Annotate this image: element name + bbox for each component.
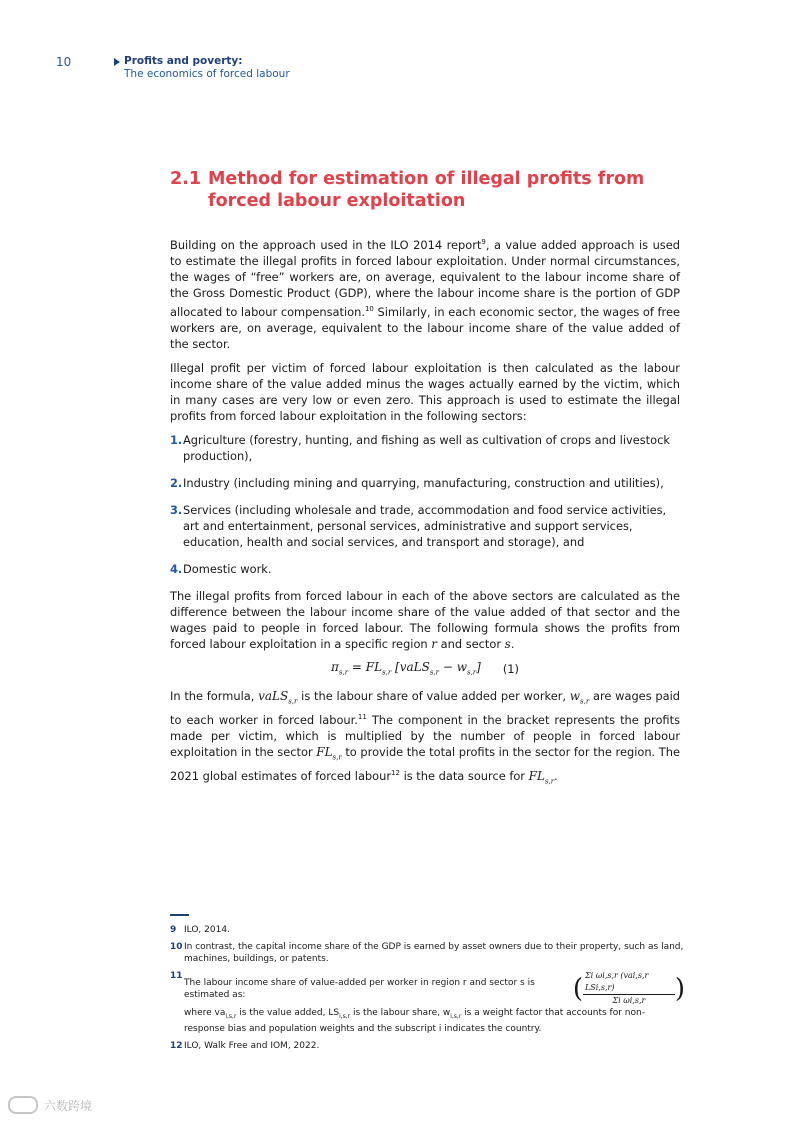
- footnote-12: 12 ILO, Walk Free and IOM, 2022.: [170, 1040, 320, 1051]
- footnote-10: 10 In contrast, the capital income share of the GDP is earned by asset owners due to their property, such as land, machines, buildings, or patents.: [170, 942, 684, 964]
- running-head-subtitle: The economics of forced labour: [124, 68, 290, 80]
- footnote-ref-10[interactable]: 10: [364, 304, 374, 313]
- list-item: 4. Domestic work.: [170, 561, 272, 576]
- paragraph-4: In the formula, vaLS$_{s,r}$ is the labour share of value added per worker, $w_{s,r}$ are wages paid to each worker in forced labour.$^{11}$ The component in the bracket represents the profits made per victim, which is multiplied by the number of people in forced labour exploitation in the sector $FL_{s,r}$ to provide the total profits in the sector for the region. The 2021 global estimates of forced labour$^{12}$ is the data source for $FL_{s,r}$.: [170, 688, 681, 786]
- footnote-9: 9 ILO, 2014.: [170, 925, 230, 935]
- paragraph-3: The illegal profits from forced labour in each of the above sectors are calculated as the difference between the labour income share of the value added of that sector and the wages paid to people in forced labour. The following formula shows the profits from forced labour exploitation in a specific region r and sector s.: [170, 588, 680, 651]
- footnote-ref-11[interactable]: 11: [357, 712, 367, 721]
- triangle-bullet-icon: [114, 58, 120, 66]
- list-item: 2. Industry (including mining and quarrying, manufacturing, construction and utilities),: [170, 475, 664, 490]
- list-item: 1. Agriculture (forestry, hunting, and fishing as well as cultivation of crops and livestock production),: [170, 432, 670, 463]
- running-head: [114, 55, 290, 81]
- equation-number: (1): [502, 661, 519, 676]
- footnotes: [170, 914, 685, 1057]
- section-title: Method for estimation of illegal profits from forced labour exploitation: [208, 169, 645, 211]
- running-head-title: Profits and poverty:: [124, 55, 243, 67]
- section-number: 2.1: [170, 169, 202, 189]
- footnote-ref-9[interactable]: 9: [481, 238, 486, 246]
- labour-share-fraction: ( $\frac{\text{Σi ωi,s,r (vai,s,r LSi,s,r)}}{\text{Σi ωi,s,r}}$ ): [572, 971, 685, 1005]
- watermark: 六数跨境: [8, 1096, 92, 1114]
- footnote-11: 11 The labour income share of value-added per worker in region r and sector s is estimated as: ( $\frac{\text{Σi ωi,s,r (vai,s,r LSi,s,r)}}{\text{Σi ωi,s,r}}$ ) where $va_{i,s,r}$ is the value added, $LS_{i,s,r}$ is the labour share, $w_{i,s,r}$ is a weight factor that accounts for non-response bias and population weights and the subscript i indicates the country.: [170, 971, 685, 1034]
- list-item: 3. Services (including wholesale and trade, accommodation and food service activities, art and entertainment, personal services, administrative and support services, education, health and social services, and transport and storage), and: [170, 502, 667, 549]
- watermark-logo-icon: [8, 1096, 38, 1114]
- footnote-divider: [170, 914, 189, 916]
- formula-block: [170, 660, 680, 678]
- section-heading: [170, 168, 680, 212]
- page-number: 10: [56, 55, 72, 69]
- paragraph-2: Illegal profit per victim of forced labour exploitation is then calculated as the labour income share of the value added minus the wages actually earned by the victim, which in many cases are very low or even zero. This approach is used to estimate the illegal profits from forced labour exploitation in the following sectors:: [170, 360, 680, 423]
- sector-list: [170, 432, 680, 577]
- footnote-ref-12[interactable]: 12: [391, 769, 400, 778]
- main-content: [170, 168, 680, 797]
- profit-formula: $\pi_{s,r} = FL_{s,r}$ [vaLS$_{s,r}$ − $w_{s,r}$]: [331, 660, 481, 677]
- paragraph-1: Building on the approach used in the ILO 2014 report$^9$, a value added approach is used to estimate the illegal profits in forced labour exploitation. Under normal circumstances, the wages of “free” workers are, on average, equivalent to the labour income share of the Gross Domestic Product (GDP), where the labour income share is the portion of GDP allocated to labour compensation.$^{10}$ Similarly, in each economic sector, the wages of free workers are, on average, equivalent to the labour income share of the value added of the sector.: [170, 237, 680, 351]
